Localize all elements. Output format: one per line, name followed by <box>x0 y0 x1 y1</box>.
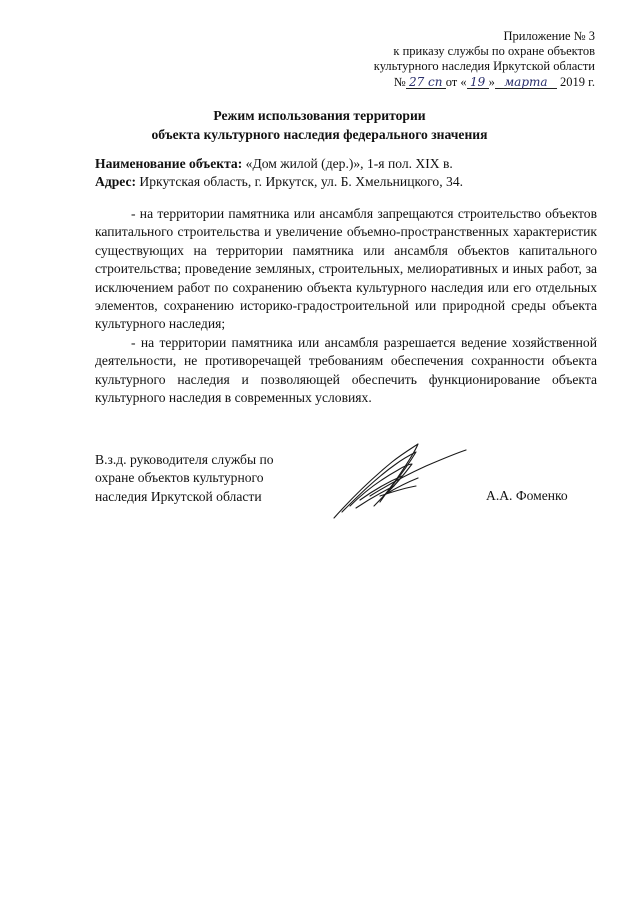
order-number-date-line <box>374 75 595 90</box>
object-name-row <box>95 155 463 173</box>
appendix-header <box>374 29 595 90</box>
order-number-handwritten: 27 сп <box>406 76 446 89</box>
title-line-1: Режим использования территории <box>213 108 426 123</box>
appendix-authority-line: культурного наследия Иркутской области <box>373 59 595 74</box>
signatory-position-line-2: охране объектов культурного <box>95 470 264 486</box>
signatory-position <box>95 451 274 506</box>
handwritten-signature <box>330 440 470 522</box>
object-address-label: Адрес: <box>95 174 137 189</box>
order-month-handwritten: марта <box>495 76 557 89</box>
object-info <box>95 155 463 191</box>
order-day-close: » <box>488 74 495 89</box>
order-day-handwritten: 19 <box>467 76 489 89</box>
prohibitions-paragraph: - на территории памятника или ансамбля запрещаются строительство объектов капитального строительства и увеличение объемно-пространственных характеристик существующих на территории памятника или ансамбля объектов капитального строительства; проведение земляных, строительных, мелиоративных и иных работ, за исключением работ по сохранению объекта культурного наследия или его отдельных элементов, сохранению историко-градостроительной или природной среды объекта культурного наследия; <box>95 206 597 332</box>
object-address-row <box>95 173 463 191</box>
object-name-value: «Дом жилой (дер.)», 1-я пол. XIX в. <box>245 156 453 171</box>
title-line-2: объекта культурного наследия федерального значения <box>151 126 488 142</box>
usage-regime-text <box>95 205 597 407</box>
object-name-label: Наименование объекта: <box>95 156 243 171</box>
signatory-position-line-1: В.з.д. руководителя службы по <box>95 452 274 467</box>
permissions-paragraph: - на территории памятника или ансамбля разрешается ведение хозяйственной деятельности, не противоречащей требованиям обеспечения сохранности объекта культурного наследия и позволяющей обеспечить функционирование объекта культурного наследия в современных условиях. <box>95 334 597 406</box>
appendix-number: Приложение № 3 <box>503 29 595 43</box>
appendix-order-line: к приказу службы по охране объектов <box>393 44 595 59</box>
order-date-prefix: от « <box>445 74 467 89</box>
signatory-name: А.А. Фоменко <box>486 488 568 503</box>
document-title <box>0 107 639 144</box>
object-address-value: Иркутская область, г. Иркутск, ул. Б. Хмельницкого, 34. <box>139 174 464 189</box>
order-number-prefix: № <box>393 74 406 89</box>
signatory-position-line-3: наследия Иркутской области <box>95 488 262 504</box>
order-year: 2019 г. <box>560 74 595 89</box>
